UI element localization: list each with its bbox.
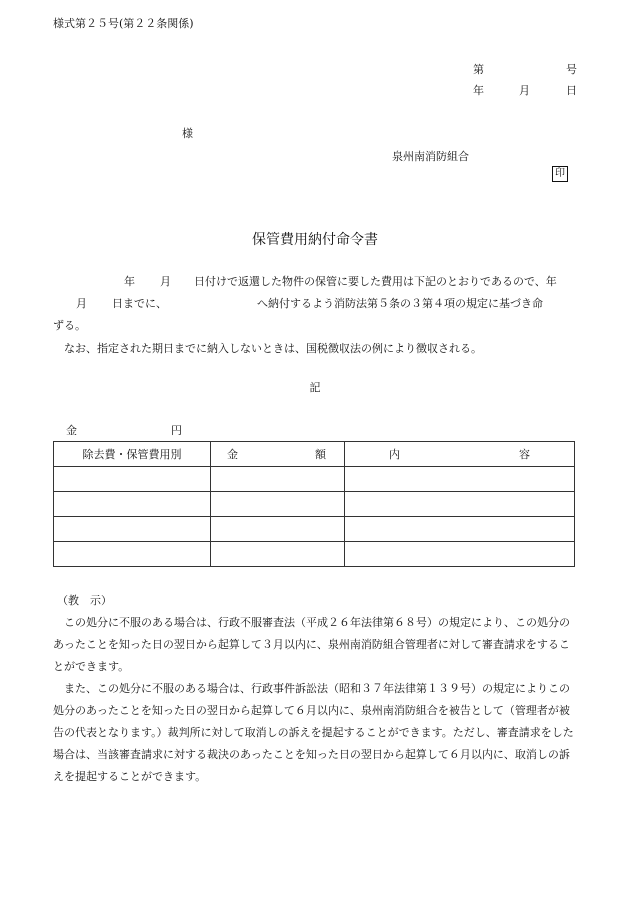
table-cell [345, 467, 575, 492]
instruction-heading: （教 示） [57, 594, 112, 607]
body-line-2-b: へ納付するよう消防法第５条の３第４項の規定に基づき命 [257, 297, 543, 310]
table-row [54, 467, 575, 492]
table-cell [54, 492, 211, 517]
instruction-line: また、この処分に不服のある場合は、行政事件訴訟法（昭和３７年法律第１３９号）の規定によりこの [64, 682, 570, 695]
table-cell [54, 467, 211, 492]
header-amount-left: 金 [227, 448, 238, 461]
table-cell [211, 542, 345, 567]
instruction-line: 処分のあったことを知った日の翌日から起算して６月以内に、泉州南消防組合を被告として（管理者が被 [53, 704, 570, 717]
instruction-line: えを提起することができます。 [53, 770, 207, 783]
date-year-label: 年 [473, 84, 484, 97]
issuer-name: 泉州南消防組合 [392, 150, 469, 163]
seal-mark: 印 [552, 166, 568, 182]
body-line-1: 日付けで返還した物件の保管に要した費用は下記のとおりであるので、年 [194, 275, 557, 288]
fee-table [53, 441, 575, 567]
table-row [54, 542, 575, 567]
table-cell [345, 542, 575, 567]
table-cell [54, 542, 211, 567]
date-day-label: 日 [566, 84, 577, 97]
body-month-label: 月 [160, 275, 171, 288]
document-number-label: 第 [473, 63, 484, 76]
body-line-3: ずる。 [53, 319, 86, 332]
table-cell [211, 492, 345, 517]
document-title: 保管費用納付命令書 [252, 232, 378, 248]
table-row [54, 517, 575, 542]
body-line-4: なお、指定された期日までに納入しないときは、国税徴収法の例により徴収される。 [64, 342, 482, 355]
instruction-line: 告の代表となります。）裁判所に対して取消しの訴えを提起することができます。ただし、審査請求をした [53, 726, 574, 739]
fee-table-header [54, 442, 575, 467]
table-cell [54, 517, 211, 542]
header-amount [211, 442, 345, 467]
header-content-left: 内 [389, 448, 400, 461]
instruction-line: この処分に不服のある場合は、行政不服審査法（平成２６年法律第６８号）の規定により、この処分の [64, 616, 570, 629]
instruction-line: あったことを知った日の翌日から起算して３月以内に、泉州南消防組合管理者に対して審査請求をするこ [53, 638, 570, 651]
table-row [54, 492, 575, 517]
body-line-2-a: 日までに、 [112, 297, 167, 310]
body-year-label: 年 [124, 275, 135, 288]
form-number: 様式第２５号(第２２条関係) [53, 17, 194, 30]
header-content-right: 容 [519, 448, 530, 461]
instruction-line: 場合は、当該審査請求に対する裁決のあったことを知った日の翌日から起算して６月以内に、取消しの訴 [53, 748, 570, 761]
table-cell [211, 517, 345, 542]
header-amount-right: 額 [315, 448, 326, 461]
date-month-label: 月 [519, 84, 530, 97]
header-category-label: 除去費・保管費用別 [82, 448, 182, 461]
amount-unit: 円 [171, 424, 182, 437]
ki-heading: 記 [309, 381, 321, 394]
addressee-suffix: 様 [182, 127, 193, 140]
amount-label: 金 [66, 424, 77, 437]
table-cell [345, 517, 575, 542]
header-category [54, 442, 211, 467]
document-number-suffix: 号 [566, 63, 577, 76]
body-month-label-2: 月 [76, 297, 87, 310]
header-content [345, 442, 575, 467]
table-cell [345, 492, 575, 517]
table-cell [211, 467, 345, 492]
instruction-line: とができます。 [53, 660, 130, 673]
